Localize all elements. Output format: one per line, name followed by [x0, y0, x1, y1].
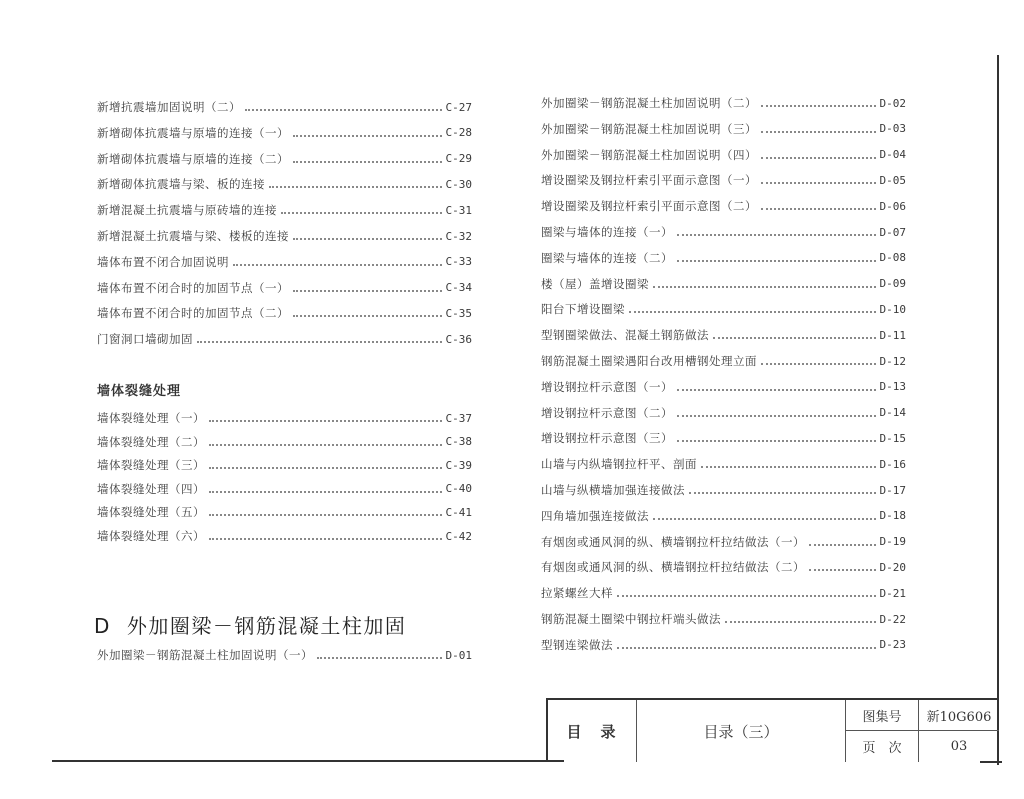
toc-entry-title: 增设圈梁及钢拉杆索引平面示意图（一）	[541, 173, 757, 188]
toc-entry	[541, 634, 906, 656]
toc-leader-dots	[761, 131, 876, 133]
toc-entry-title: 墙体裂缝处理（六）	[97, 529, 205, 543]
toc-leader-dots	[701, 466, 876, 468]
toc-entry-title: 新增砌体抗震墙与梁、板的连接	[97, 177, 265, 192]
toc-leader-dots	[269, 186, 442, 188]
toc-entry-title: 楼（屋）盖增设圈梁	[541, 276, 649, 291]
toc-entry-page: C-30	[445, 177, 472, 191]
atlas-number-value: 新10G606	[926, 709, 992, 725]
toc-leader-dots	[293, 290, 442, 292]
page-border-right	[997, 55, 999, 765]
toc-entry-title: 增设圈梁及钢拉杆索引平面示意图（二）	[541, 199, 757, 214]
toc-entry	[97, 173, 472, 195]
toc-entry-page: D-04	[879, 148, 906, 162]
toc-entry-title: 钢筋混凝土圈梁中钢拉杆端头做法	[541, 612, 721, 626]
toc-leader-dots	[209, 467, 442, 469]
toc-entry-title: 外加圈梁－钢筋混凝土柱加固说明（四）	[541, 147, 757, 162]
title-block-tail-rule	[980, 761, 1002, 763]
toc-leader-dots	[281, 212, 442, 214]
toc-entry-page: D-23	[879, 638, 906, 652]
toc-leader-dots	[761, 208, 876, 210]
toc-entry-page: D-21	[879, 586, 906, 600]
toc-entry-page: C-33	[445, 255, 472, 269]
toc-entry-page: D-15	[879, 431, 906, 445]
toc-entry-title: 墙体裂缝处理（四）	[97, 481, 205, 496]
toc-entry	[97, 251, 472, 273]
toc-entry-page: D-05	[879, 173, 906, 187]
toc-entry-title: 新增抗震墙加固说明（二）	[97, 100, 241, 114]
toc-entry	[97, 478, 472, 500]
toc-entry	[541, 608, 906, 630]
toc-entry-page: D-22	[879, 612, 906, 626]
page-bottom-rule	[52, 760, 564, 762]
toc-leader-dots	[293, 135, 442, 137]
toc-entry-title: 门窗洞口墙砌加固	[97, 332, 193, 347]
toc-leader-dots	[293, 238, 442, 240]
toc-entry	[541, 324, 906, 346]
toc-entry	[541, 118, 906, 140]
toc-entry	[97, 148, 472, 170]
toc-leader-dots	[617, 595, 876, 597]
toc-entry	[541, 402, 906, 424]
toc-entry-title: 山墙与纵横墙加强连接做法	[541, 483, 685, 497]
toc-leader-dots	[209, 514, 442, 516]
toc-entry	[97, 122, 472, 144]
atlas-number-label: 图集号	[862, 709, 902, 725]
toc-entry-page: C-40	[445, 482, 472, 496]
toc-entry-page: D-07	[879, 225, 906, 239]
toc-entry-page: D-10	[879, 302, 906, 316]
toc-entry	[97, 199, 472, 221]
toc-entry	[541, 92, 906, 114]
toc-entry-page: D-03	[879, 122, 906, 136]
toc-entry-title: 墙体裂缝处理（五）	[97, 505, 205, 520]
toc-leader-dots	[761, 105, 876, 107]
toc-entry	[541, 221, 906, 243]
chapter-letter: D	[94, 614, 111, 638]
title-block-name: 目录（三）	[703, 722, 779, 741]
toc-entry-title: 阳台下增设圈梁	[541, 302, 625, 317]
toc-entry	[541, 376, 906, 398]
toc-entry-page: C-34	[445, 281, 472, 295]
toc-entry-page: D-16	[879, 457, 906, 471]
toc-entry-title: 外加圈梁－钢筋混凝土柱加固说明（二）	[541, 96, 757, 110]
toc-entry-title: 外加圈梁－钢筋混凝土柱加固说明（一）	[97, 648, 313, 662]
toc-leader-dots	[677, 234, 876, 236]
toc-entry-title: 增设钢拉杆示意图（二）	[541, 405, 673, 420]
toc-leader-dots	[209, 491, 442, 493]
toc-leader-dots	[617, 647, 876, 649]
toc-entry-title: 墙体裂缝处理（三）	[97, 458, 205, 473]
toc-leader-dots	[761, 182, 876, 184]
toc-entry	[541, 427, 906, 449]
toc-leader-dots	[197, 341, 442, 343]
toc-leader-dots	[677, 440, 876, 442]
toc-leader-dots	[677, 260, 876, 262]
toc-entry	[97, 431, 472, 453]
section-heading-wall-cracks: 墙体裂缝处理	[97, 384, 182, 399]
toc-leader-dots	[209, 538, 442, 540]
toc-entry-page: C-36	[445, 332, 472, 346]
page-number-label: 页 次	[862, 741, 902, 756]
toc-entry-page: D-11	[879, 328, 906, 342]
toc-entry-title: 墙体布置不闭合时的加固节点（一）	[97, 280, 289, 295]
toc-entry	[97, 302, 472, 324]
toc-entry-page: D-09	[879, 277, 906, 291]
toc-entry-page: C-41	[445, 505, 472, 519]
toc-leader-dots	[761, 363, 876, 365]
toc-leader-dots	[713, 337, 876, 339]
toc-entry-title: 墙体布置不闭合加固说明	[97, 254, 229, 269]
toc-leader-dots	[317, 657, 442, 659]
toc-entry	[541, 350, 906, 372]
toc-entry-title: 型钢连梁做法	[541, 637, 613, 652]
toc-entry	[541, 273, 906, 295]
toc-entry-page: D-18	[879, 509, 906, 523]
page-number-value: 03	[950, 739, 968, 754]
toc-entry-page: D-06	[879, 199, 906, 213]
toc-entry-page: C-28	[445, 126, 472, 140]
toc-entry	[541, 169, 906, 191]
toc-leader-dots	[629, 311, 876, 313]
title-block-label: 目 录	[566, 722, 618, 741]
toc-entry-page: C-29	[445, 152, 472, 166]
toc-entry-page: D-14	[879, 406, 906, 420]
toc-entry-title: 新增砌体抗震墙与原墙的连接（二）	[97, 151, 289, 166]
toc-leader-dots	[761, 157, 876, 159]
toc-entry-title: 新增混凝土抗震墙与梁、楼板的连接	[97, 229, 289, 243]
toc-entry	[541, 298, 906, 320]
toc-entry	[541, 582, 906, 604]
toc-entry-title: 拉紧螺丝大样	[541, 586, 613, 601]
toc-leader-dots	[209, 420, 442, 422]
toc-entry	[541, 247, 906, 269]
toc-entry	[97, 96, 472, 118]
toc-entry-title: 墙体裂缝处理（二）	[97, 434, 205, 449]
toc-entry-page: D-02	[879, 96, 906, 110]
toc-entry-title: 增设钢拉杆示意图（一）	[541, 379, 673, 394]
toc-entry	[97, 225, 472, 247]
toc-entry-title: 四角墙加强连接做法	[541, 508, 649, 523]
toc-entry-page: C-37	[445, 411, 472, 425]
toc-entry-title: 墙体裂缝处理（一）	[97, 411, 205, 425]
toc-leader-dots	[209, 444, 442, 446]
toc-entry	[97, 525, 472, 547]
toc-entry	[97, 454, 472, 476]
toc-entry-page: C-31	[445, 203, 472, 217]
title-block	[546, 698, 999, 762]
toc-leader-dots	[293, 161, 442, 163]
toc-entry	[97, 328, 472, 350]
toc-leader-dots	[689, 492, 876, 494]
toc-entry-title: 型钢圈梁做法、混凝土钢筋做法	[541, 328, 709, 343]
toc-entry-page: D-13	[879, 380, 906, 394]
toc-entry-page: C-35	[445, 306, 472, 320]
toc-entry	[97, 501, 472, 523]
toc-entry-page: C-42	[445, 529, 472, 543]
toc-entry-title: 增设钢拉杆示意图（三）	[541, 431, 673, 446]
toc-leader-dots	[653, 286, 876, 288]
toc-entry-title: 钢筋混凝土圈梁遇阳台改用槽钢处理立面	[541, 354, 757, 368]
toc-entry	[97, 407, 472, 429]
toc-entry-title: 外加圈梁－钢筋混凝土柱加固说明（三）	[541, 121, 757, 136]
toc-entry-page: C-39	[445, 458, 472, 472]
toc-entry	[97, 277, 472, 299]
toc-entry-title: 有烟囱或通风洞的纵、横墙钢拉杆拉结做法（一）	[541, 534, 805, 549]
toc-entry-page: D-19	[879, 535, 906, 549]
toc-leader-dots	[245, 109, 442, 111]
toc-entry-title: 新增砌体抗震墙与原墙的连接（一）	[97, 125, 289, 140]
toc-leader-dots	[233, 264, 442, 266]
toc-entry-page: C-32	[445, 229, 472, 243]
toc-leader-dots	[809, 544, 876, 546]
toc-leader-dots	[293, 315, 442, 317]
toc-entry-page: D-08	[879, 251, 906, 265]
toc-entry-page: D-12	[879, 354, 906, 368]
toc-entry-page: C-27	[445, 100, 472, 114]
toc-entry-title: 墙体布置不闭合时的加固节点（二）	[97, 306, 289, 321]
toc-entry	[541, 505, 906, 527]
toc-leader-dots	[725, 621, 876, 623]
toc-entry	[97, 644, 472, 666]
toc-entry-title: 有烟囱或通风洞的纵、横墙钢拉杆拉结做法（二）	[541, 560, 805, 575]
toc-entry	[541, 479, 906, 501]
toc-entry-title: 山墙与内纵墙钢拉杆平、剖面	[541, 457, 697, 472]
toc-entry-page: C-38	[445, 435, 472, 449]
toc-entry	[541, 531, 906, 553]
toc-leader-dots	[677, 389, 876, 391]
toc-entry	[541, 195, 906, 217]
toc-leader-dots	[809, 569, 876, 571]
toc-entry-page: D-20	[879, 560, 906, 574]
toc-leader-dots	[677, 415, 876, 417]
toc-entry	[541, 453, 906, 475]
toc-entry	[541, 144, 906, 166]
toc-entry	[541, 556, 906, 578]
toc-entry-page: D-17	[879, 483, 906, 497]
toc-entry-title: 圈梁与墙体的连接（二）	[541, 250, 673, 265]
chapter-heading	[94, 610, 406, 639]
toc-entry-title: 圈梁与墙体的连接（一）	[541, 225, 673, 239]
toc-entry-title: 新增混凝土抗震墙与原砖墙的连接	[97, 203, 277, 218]
chapter-title: 外加圈梁－钢筋混凝土柱加固	[126, 614, 407, 638]
toc-leader-dots	[653, 518, 876, 520]
toc-entry-page: D-01	[445, 648, 472, 662]
